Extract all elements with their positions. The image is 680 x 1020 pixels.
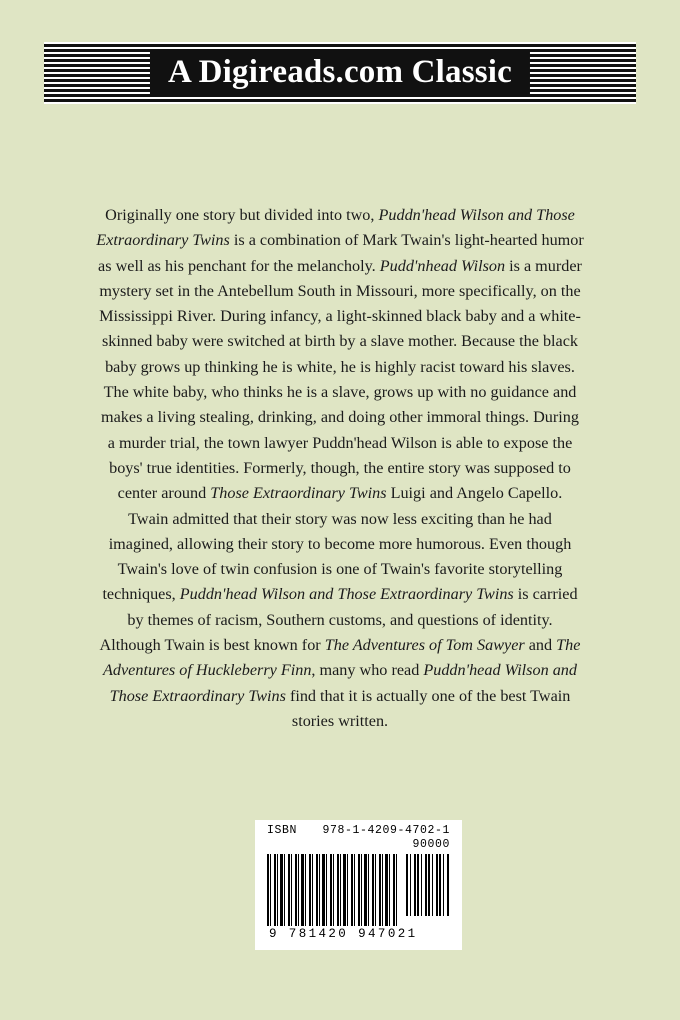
book-description: Originally one story but divided into two, Puddn'head Wilson and Those Extraordinary Twins is a combination of Mark Twain's light-hearted humor as well as his penchant for the melancholy. Pudd'nhead Wilson is a murder mystery set in the Antebellum South in Missouri, more specifically, on the Mississippi River. During infancy, a light-skinned black baby and a white-skinned baby were switched at birth by a slave mother. Because the black baby grows up thinking he is white, he is highly racist toward his slaves. The white baby, who thinks he is a slave, grows up with no guidance and makes a living stealing, drinking, and doing other immoral things. During a murder trial, the town lawyer Puddn'head Wilson is able to expose the boys' true identities. Formerly, though, the entire story was supposed to center around Those Extraordinary Twins Luigi and Angelo Capello. Twain admitted that their story was now less exciting than he had imagined, allowing their story to become more humorous. Even though Twain's love of twin confusion is one of Twain's favorite storytelling techniques, Puddn'head Wilson and Those Extraordinary Twins is carried by themes of racism, Southern customs, and questions of identity. Although Twain is best known for The Adventures of Tom Sawyer and The Adventures of Huckleberry Finn, many who read Puddn'head Wilson and Those Extraordinary Twins find that it is actually one of the best Twain stories written. <box>96 206 584 730</box>
isbn-line <box>267 824 450 837</box>
banner-title: A Digireads.com Classic <box>167 53 513 90</box>
isbn-number: 978-1-4209-4702-1 <box>322 824 450 837</box>
barcode-bars <box>267 854 450 926</box>
barcode-gap <box>397 854 406 926</box>
classic-banner <box>44 42 636 104</box>
isbn-label: ISBN <box>267 824 298 837</box>
barcode-block <box>255 820 462 950</box>
price-code: 90000 <box>412 838 450 851</box>
barcode-main-symbol <box>267 854 397 926</box>
banner-title-plate <box>150 50 530 96</box>
barcode-addon-symbol <box>406 854 450 916</box>
ean-digits: 9 781420 947021 <box>269 927 418 941</box>
